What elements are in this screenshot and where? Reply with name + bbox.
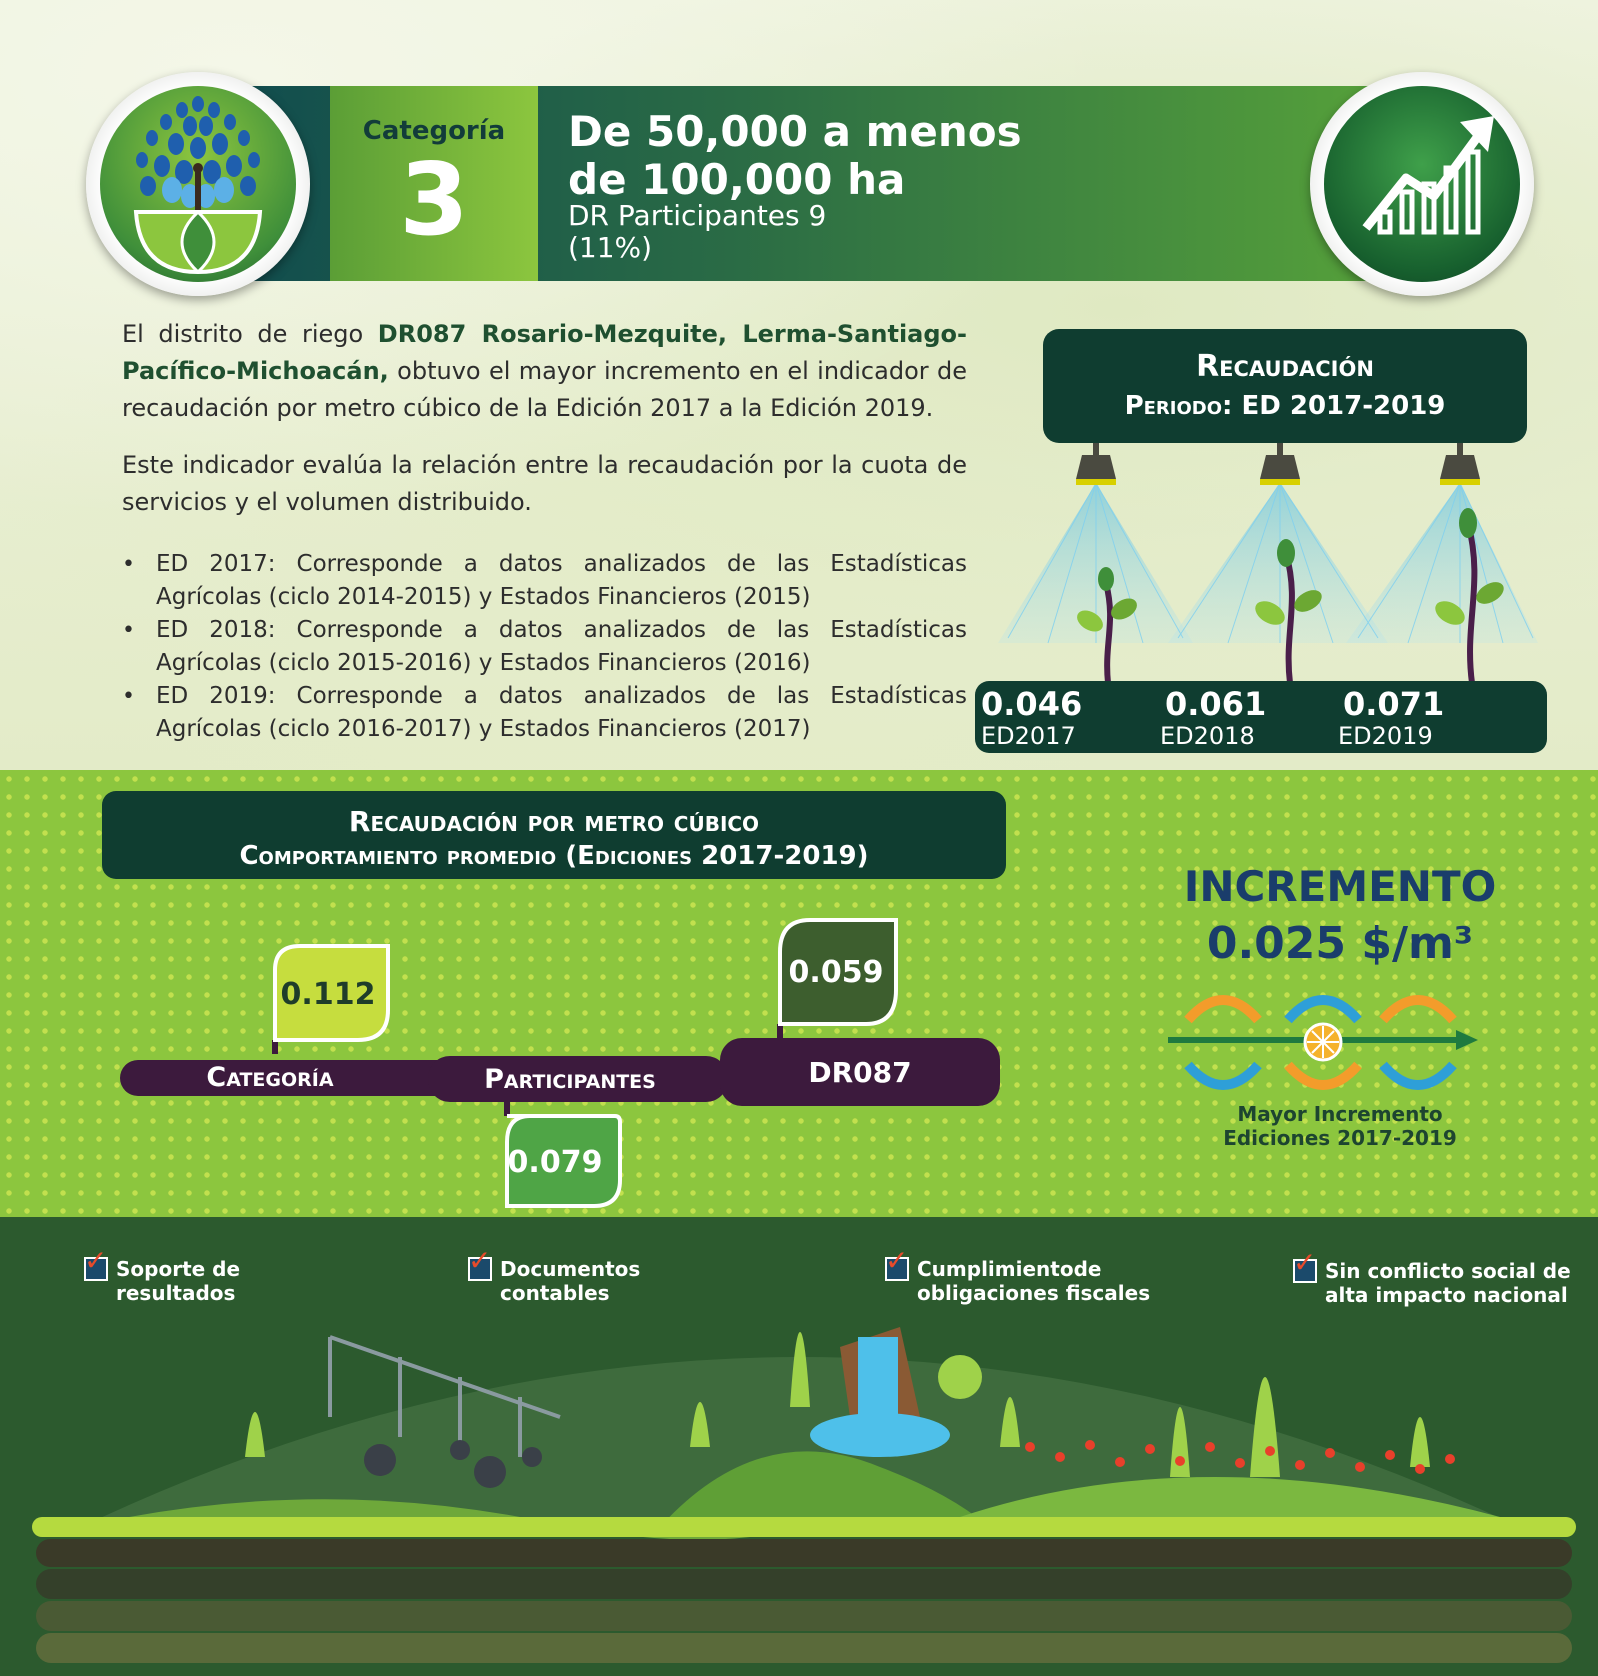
growth-chart-icon — [1310, 72, 1534, 296]
edition-note: • ED 2017: Corresponde a datos analizados de las Estadísticas Agrícolas (ciclo 2014-2015) y Estados Financieros (2015) — [122, 551, 967, 610]
checklist-item-documentos: ✓ Documentos contables — [468, 1244, 641, 1305]
label-ed2018: ED2018 — [1160, 722, 1255, 750]
edition-note: • ED 2019: Corresponde a datos analizados de las Estadísticas Agrícolas (ciclo 2016-2017) y Estados Financieros (2017) — [122, 683, 967, 742]
increment-arrows-icon — [1168, 990, 1488, 1100]
district-name: DR087 Rosario-Mezquite, Lerma-Santiago-Pacífico-Michoacán, — [122, 320, 968, 385]
category-label: Categoría — [362, 116, 506, 146]
checkbox-icon: ✓ — [1293, 1259, 1317, 1283]
description — [122, 316, 967, 541]
checkbox-icon: ✓ — [885, 1257, 909, 1281]
growth-badge — [1310, 72, 1534, 296]
label-categoria: Categoría — [206, 1062, 334, 1093]
label-dr087: DR087 — [808, 1056, 912, 1089]
participants-line-2: (11%) — [568, 231, 653, 264]
value-dr087: 0.059 — [788, 955, 884, 990]
sprinkler-illustration — [978, 443, 1538, 693]
checklist-item-cumplimiento: ✓ Cumplimientode obligaciones fiscales — [885, 1244, 1151, 1305]
comparison-panel — [102, 791, 1006, 879]
checkbox-icon: ✓ — [468, 1257, 492, 1281]
value-participantes: 0.079 — [507, 1145, 603, 1180]
recaudacion-values — [975, 681, 1547, 753]
label-participantes: Participantes — [484, 1064, 656, 1095]
recaudacion-panel — [1043, 329, 1527, 443]
range-title — [568, 108, 1128, 204]
description-paragraph-2: Este indicador evalúa la relación entre la recaudación por la cuota de servicios y el volumen distribuido. — [122, 451, 967, 516]
top-section — [0, 0, 1598, 770]
value-ed2017: 0.046 — [981, 685, 1083, 723]
label-ed2017: ED2017 — [981, 722, 1076, 750]
comparison-title: Recaudación por metro cúbico — [348, 805, 760, 838]
bottom-section — [0, 1217, 1598, 1676]
description-paragraph-1: El distrito de riego DR087 Rosario-Mezquite, Lerma-Santiago-Pacífico-Michoacán, obtuvo el mayor incremento en el indicador de recaudación por metro cúbico de la Edición 2017 a la Edición 2019. — [122, 320, 968, 422]
edition-notes — [122, 548, 967, 746]
tree-logo-icon — [86, 72, 310, 296]
middle-section — [0, 770, 1598, 1217]
range-line-2: de 100,000 ha — [568, 155, 906, 204]
label-ed2019: ED2019 — [1338, 722, 1433, 750]
checklist-item-conflicto: ✓ Sin conflicto social de alta impacto nacional — [1293, 1246, 1571, 1307]
checklist-item-soporte: ✓ Soporte de resultados — [84, 1244, 241, 1305]
value-ed2018: 0.061 — [1165, 685, 1267, 723]
value-ed2019: 0.071 — [1343, 685, 1445, 723]
increment-title: INCREMENTO — [1183, 862, 1497, 911]
increment-caption: Mayor Incremento Ediciones 2017-2019 — [1223, 1102, 1457, 1150]
increment-value: 0.025 $/m³ — [1206, 918, 1474, 969]
comparison-subtitle: Comportamiento promedio (Ediciones 2017-2019) — [239, 841, 869, 871]
recaudacion-title: Recaudación — [1196, 349, 1374, 384]
comparison-graphic — [110, 890, 1010, 1210]
logo-badge — [86, 72, 310, 296]
checkbox-icon: ✓ — [84, 1257, 108, 1281]
participants-line-1: DR Participantes 9 — [568, 199, 827, 232]
category-number: 3 — [399, 141, 469, 258]
range-line-1: De 50,000 a menos — [568, 107, 1022, 156]
value-categoria: 0.112 — [280, 977, 376, 1012]
participants-count — [568, 200, 968, 264]
edition-note: • ED 2018: Corresponde a datos analizados de las Estadísticas Agrícolas (ciclo 2015-2016) y Estados Financieros (2016) — [122, 617, 967, 676]
recaudacion-period: Periodo: ED 2017-2019 — [1124, 391, 1446, 421]
